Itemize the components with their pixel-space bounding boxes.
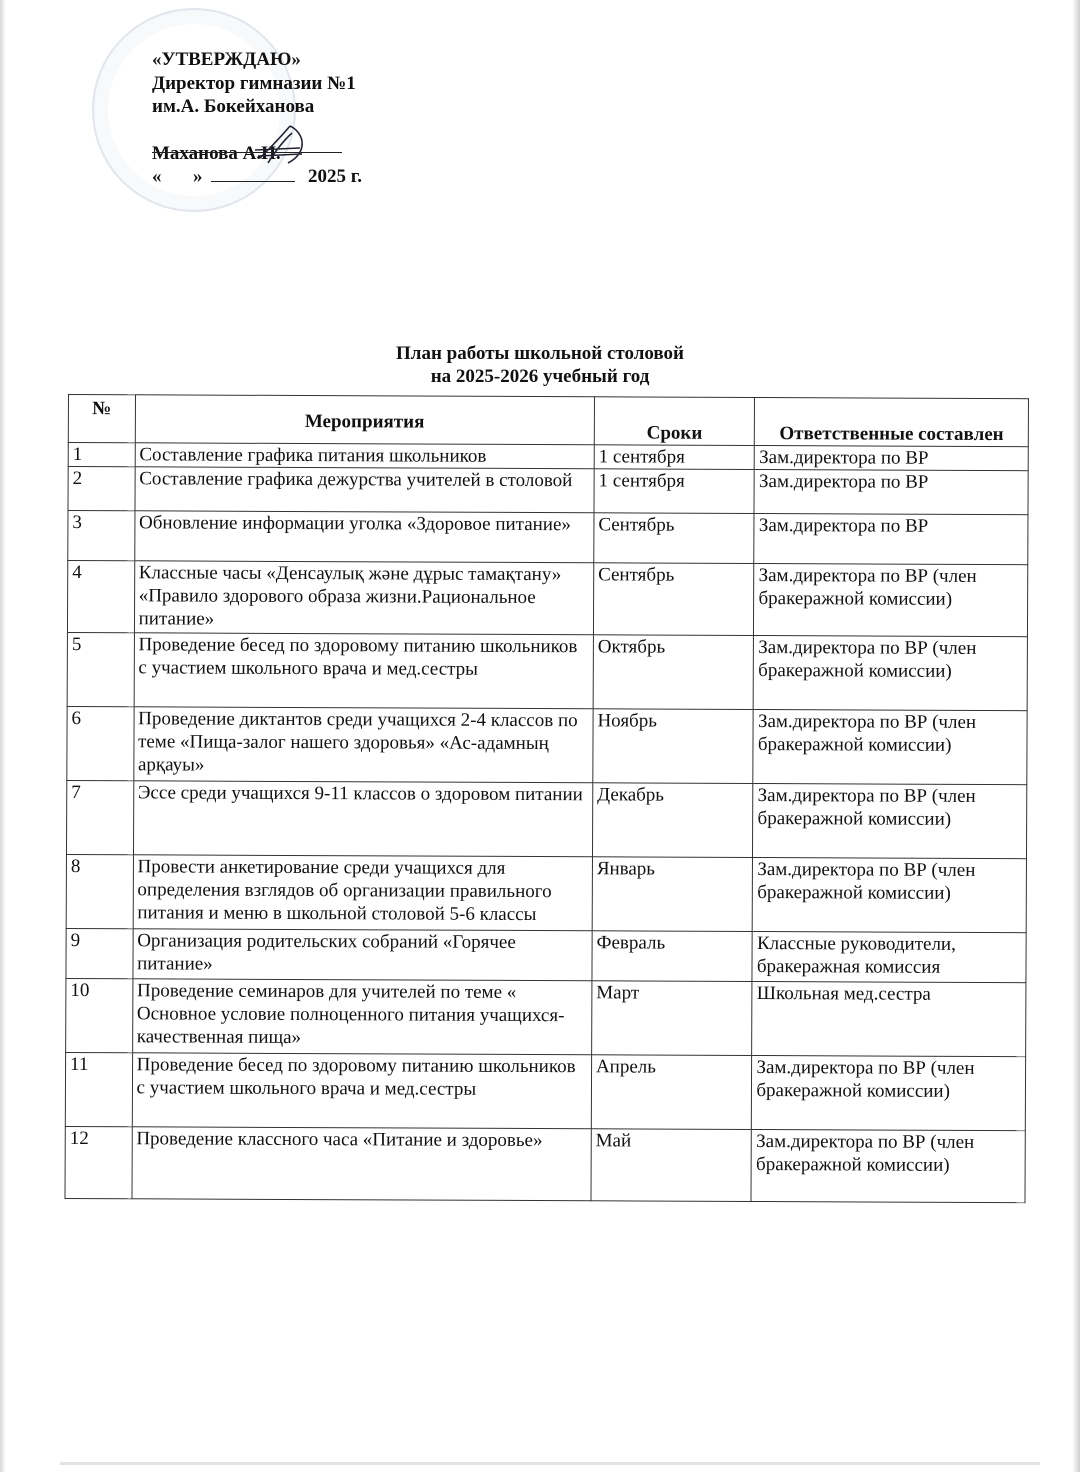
- date-blank-line: [211, 181, 295, 182]
- row-event: Проведение семинаров для учителей по теме « Основное условие полноценного питания учащихся-качественная пища»: [132, 979, 592, 1055]
- row-number: 4: [67, 561, 134, 633]
- row-term: Январь: [592, 857, 753, 932]
- header-term: Сроки: [594, 397, 755, 446]
- row-responsible: Классные руководители, бракеражная комиссия: [752, 931, 1026, 982]
- signature-line: [152, 152, 342, 153]
- date-quote-open: «: [152, 166, 162, 187]
- table-row: [66, 978, 1026, 1056]
- row-number: 6: [67, 706, 134, 780]
- row-number: 8: [66, 854, 133, 928]
- row-responsible: Зам.директора по ВР (член бракеражной комиссии): [753, 709, 1027, 784]
- row-number: 3: [68, 511, 135, 561]
- row-term: Февраль: [592, 931, 753, 982]
- row-number: 2: [68, 467, 135, 511]
- row-term: Октябрь: [593, 635, 754, 710]
- row-number: 9: [66, 928, 133, 978]
- approval-position: Директор гимназии №1: [152, 72, 356, 94]
- table-row: [68, 467, 1028, 515]
- row-responsible: Зам.директора по ВР (член бракеражной комиссии): [752, 1055, 1026, 1130]
- row-term: Апрель: [591, 1055, 752, 1130]
- row-responsible: Зам.директора по ВР: [755, 445, 1029, 470]
- row-number: 12: [65, 1126, 132, 1198]
- table-row: [65, 1126, 1025, 1202]
- row-number: 5: [67, 632, 134, 706]
- table-row: [66, 854, 1026, 932]
- approval-heading: «УТВЕРЖДАЮ»: [152, 49, 301, 70]
- row-event: Проведение диктантов среди учащихся 2-4 классов по теме «Пища-залог нашего здоровья» «Ас-адамның арқауы»: [133, 707, 593, 783]
- row-event: Составление графика дежурства учителей в столовой: [135, 467, 594, 513]
- row-number: 10: [66, 978, 133, 1052]
- table-row: [67, 632, 1027, 710]
- table-row: [65, 1052, 1025, 1130]
- row-number: 1: [68, 443, 135, 467]
- header-number: №: [68, 395, 135, 443]
- row-term: Ноябрь: [593, 709, 754, 784]
- title-line-2: на 2025-2026 учебный год: [430, 366, 650, 387]
- table-row: [66, 928, 1026, 982]
- header-event: Мероприятия: [135, 395, 595, 445]
- approval-school-name: им.А. Бокейханова: [152, 96, 315, 117]
- row-event: Проведение бесед по здоровому питанию школьников с участием школьного врача и мед.сестры: [134, 633, 594, 709]
- row-term: Декабрь: [592, 783, 753, 858]
- row-term: Сентябрь: [594, 513, 755, 564]
- row-responsible: Зам.директора по ВР (член бракеражной комиссии): [753, 783, 1027, 858]
- row-event: Обновление информации уголка «Здоровое питание»: [134, 511, 594, 563]
- table-body: [65, 443, 1028, 1203]
- table-row: [66, 780, 1026, 858]
- table-row: [68, 443, 1028, 471]
- document-title: [0, 342, 1080, 388]
- scan-edge-right: [1072, 0, 1080, 1472]
- row-term: 1 сентября: [594, 445, 755, 470]
- row-responsible: Зам.директора по ВР (член бракеражной комиссии): [754, 635, 1028, 710]
- date-year: 2025 г.: [308, 166, 362, 187]
- row-term: 1 сентября: [594, 469, 755, 514]
- scan-edge-left: [0, 0, 6, 1472]
- row-event: Провести анкетирование среди учащихся для определения взглядов об организации правильного питания и меню в школьной столовой 5-6 классы: [133, 855, 593, 931]
- row-event: Эссе среди учащихся 9-11 классов о здоровом питании: [133, 781, 593, 857]
- row-term: Март: [592, 981, 753, 1056]
- row-responsible: Зам.директора по ВР (член бракеражной комиссии): [753, 857, 1027, 932]
- row-number: 7: [66, 780, 133, 854]
- plan-table: [64, 394, 1029, 1203]
- table-header-row: [68, 395, 1028, 447]
- row-term: Сентябрь: [593, 563, 754, 636]
- row-event: Организация родительских собраний «Горячее питание»: [133, 929, 593, 981]
- row-event: Составление графика питания школьников: [135, 443, 594, 469]
- row-responsible: Зам.директора по ВР (член бракеражной комиссии): [754, 563, 1028, 636]
- row-responsible: Зам.директора по ВР (член бракеражной комиссии): [751, 1129, 1025, 1202]
- row-responsible: Зам.директора по ВР: [754, 513, 1028, 564]
- title-line-1: План работы школьной столовой: [396, 343, 684, 364]
- row-event: Проведение бесед по здоровому питанию школьников с участием школьного врача и мед.сестры: [132, 1053, 592, 1129]
- row-term: Май: [591, 1129, 752, 1202]
- date-quote-close: »: [193, 166, 203, 187]
- row-number: 11: [65, 1052, 132, 1126]
- table-row: [67, 706, 1027, 784]
- table-row: [67, 561, 1027, 637]
- scan-edge-bottom: [60, 1462, 1040, 1465]
- approval-signer-name: Маханова А.Н.: [152, 142, 281, 164]
- row-responsible: Школьная мед.сестра: [752, 981, 1026, 1056]
- table-row: [68, 511, 1028, 565]
- header-responsible: Ответственные составлен: [755, 397, 1029, 446]
- row-event: Проведение классного часа «Питание и здоровье»: [132, 1127, 592, 1201]
- row-responsible: Зам.директора по ВР: [754, 469, 1028, 514]
- row-event: Классные часы «Денсаулық және дұрыс тамақтану» «Правило здорового образа жизни.Рациональное питание»: [134, 561, 594, 635]
- signature-icon: [250, 118, 310, 173]
